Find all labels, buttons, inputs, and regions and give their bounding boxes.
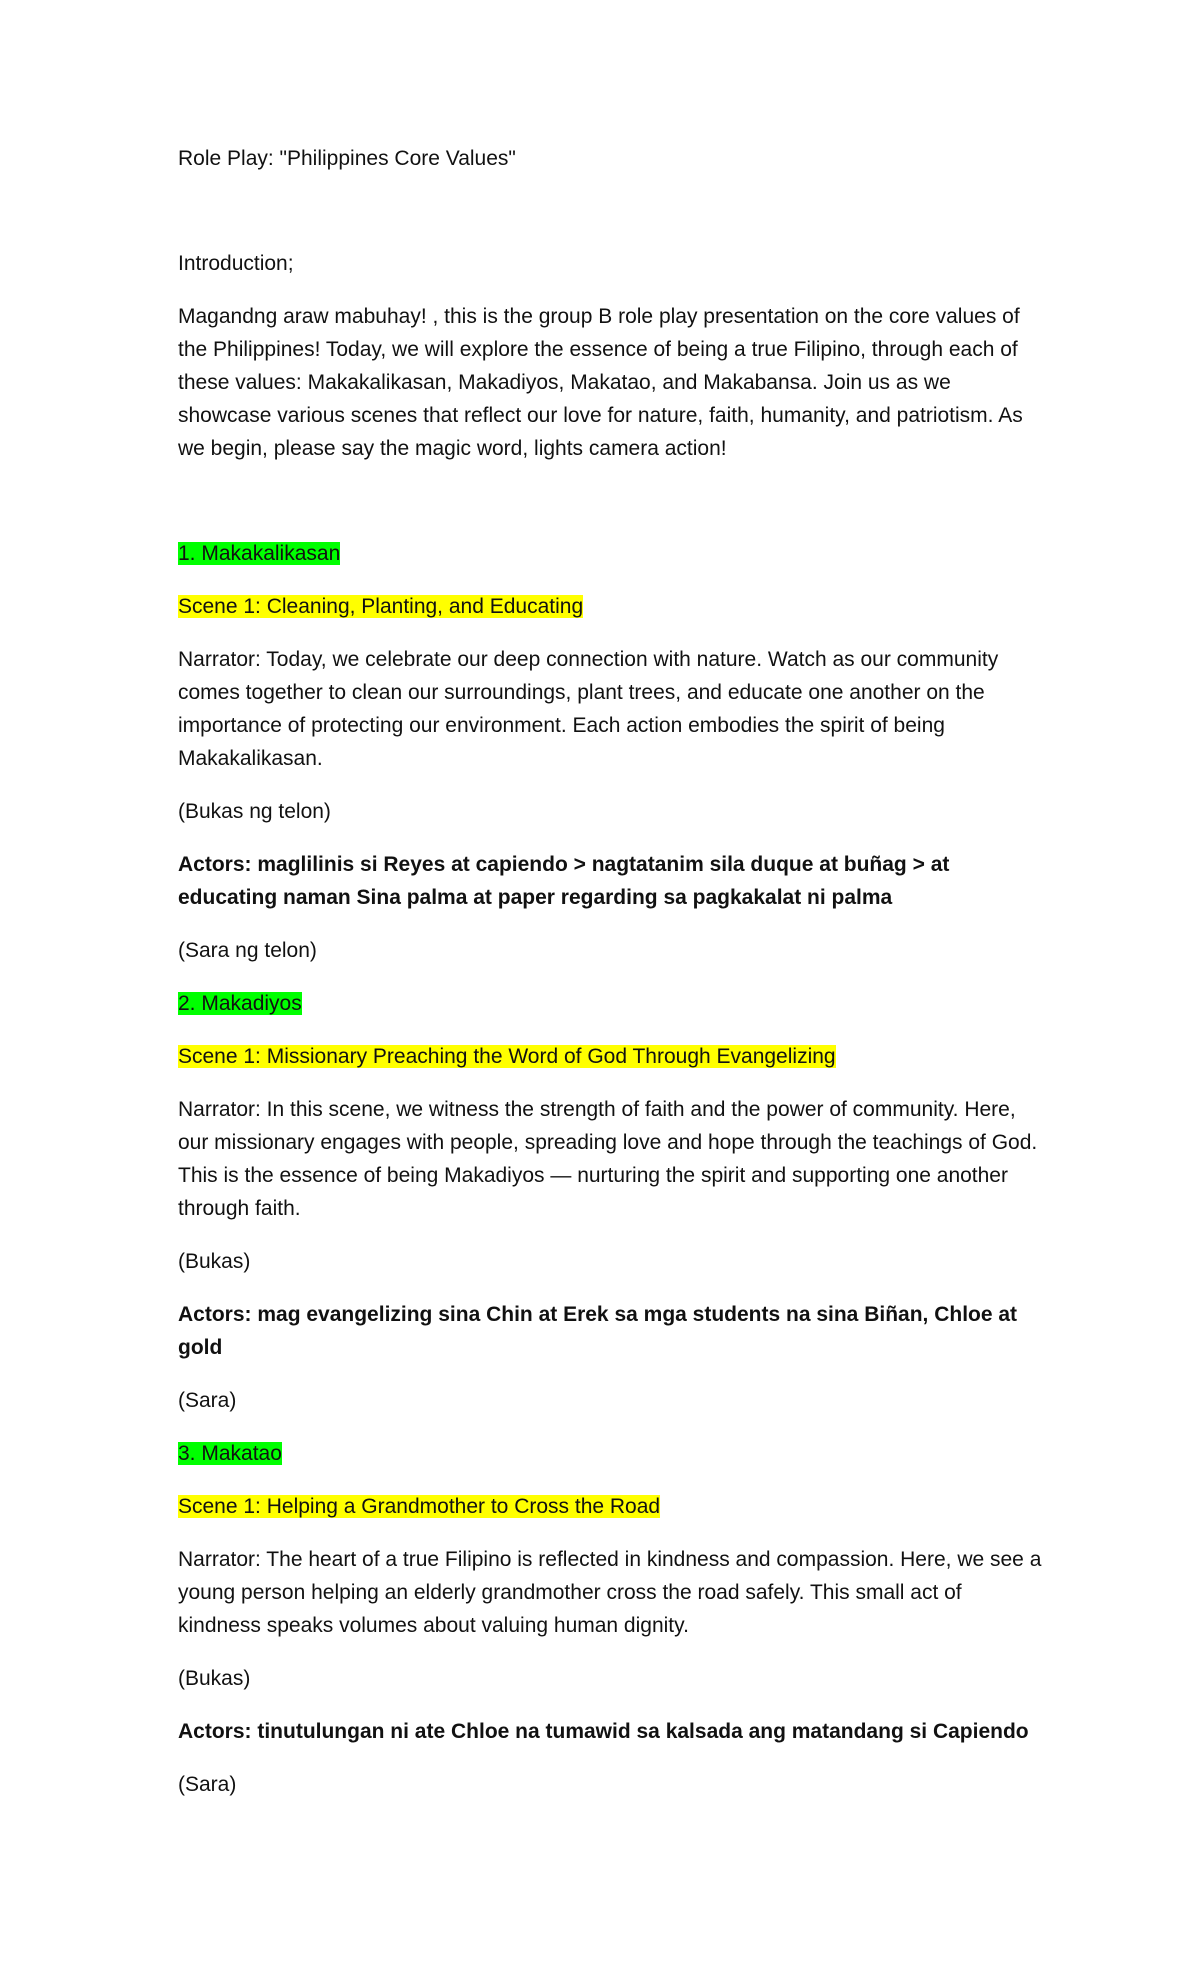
actors-line: Actors: maglilinis si Reyes at capiendo > nagtatanim sila duque at buñag > at educating naman Sina palma at paper regarding sa pagkakalat ni palma — [178, 853, 950, 909]
document-title: Role Play: "Philippines Core Values" — [178, 147, 516, 170]
intro-paragraph: Magandng araw mabuhay! , this is the group B role play presentation on the core values of the Philippines! Today, we will explore the essence of being a true Filipino, through each of these values: Makakalikasan, Makadiyos, Makatao, and Makabansa. Join us as we showcase various scenes that reflect our love for nature, faith, humanity, and patriotism. As we begin, please say the magic word, lights camera action! — [178, 305, 1023, 460]
actors-line: Actors: tinutulungan ni ate Chloe na tumawid sa kalsada ang matandang si Capiendo — [178, 1720, 1029, 1743]
stage-cue-close: (Sara) — [178, 1389, 237, 1412]
section-makatao — [178, 1437, 1048, 1801]
scene-heading: Scene 1: Missionary Preaching the Word of God Through Evangelizing — [178, 1045, 836, 1068]
stage-cue-open: (Bukas ng telon) — [178, 800, 331, 823]
scene-heading: Scene 1: Helping a Grandmother to Cross the Road — [178, 1495, 661, 1518]
stage-cue-open: (Bukas) — [178, 1250, 251, 1273]
scene-heading: Scene 1: Cleaning, Planting, and Educating — [178, 595, 584, 618]
stage-cue-close: (Sara ng telon) — [178, 939, 317, 962]
section-makakalikasan — [178, 537, 1048, 967]
stage-cue-close: (Sara) — [178, 1773, 237, 1796]
section-makadiyos — [178, 987, 1048, 1417]
document-body — [178, 142, 1048, 1821]
stage-cue-open: (Bukas) — [178, 1667, 251, 1690]
intro-heading: Introduction; — [178, 252, 294, 275]
narrator-line: Narrator: The heart of a true Filipino is reflected in kindness and compassion. Here, we see a young person helping an elderly grandmother cross the road safely. This small act of kindness speaks volumes about valuing human dignity. — [178, 1548, 1042, 1637]
value-heading: 2. Makadiyos — [178, 992, 302, 1015]
narrator-line: Narrator: In this scene, we witness the strength of faith and the power of community. Here, our missionary engages with people, spreading love and hope through the teachings of God. This is the essence of being Makadiyos — nurturing the spirit and supporting one another through faith. — [178, 1098, 1038, 1220]
actors-line: Actors: mag evangelizing sina Chin at Erek sa mga students na sina Biñan, Chloe at gold — [178, 1303, 1018, 1359]
value-heading: 3. Makatao — [178, 1442, 282, 1465]
narrator-line: Narrator: Today, we celebrate our deep connection with nature. Watch as our community comes together to clean our surroundings, plant trees, and educate one another on the importance of protecting our environment. Each action embodies the spirit of being Makakalikasan. — [178, 648, 999, 770]
value-heading: 1. Makakalikasan — [178, 542, 341, 565]
